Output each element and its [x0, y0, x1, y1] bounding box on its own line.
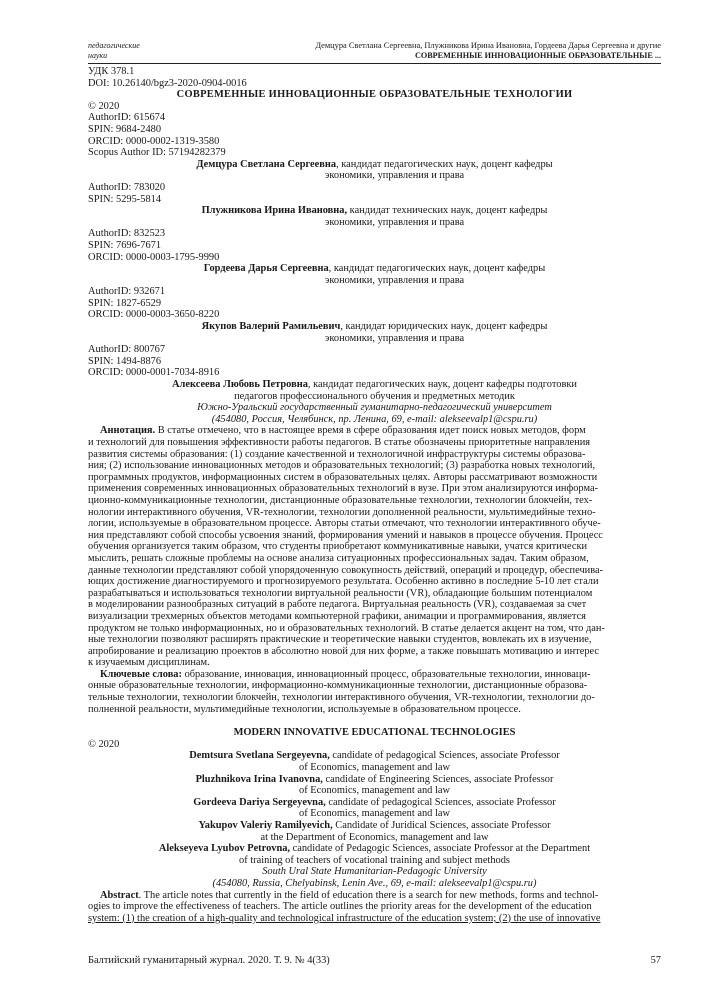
- keywords-ru-line: онные образовательные технологии, информационно-коммуникационные технологии, дистанционные образова-: [88, 680, 588, 692]
- abstract-ru-line: в моделировании разнообразных ситуаций в работе педагога. Виртуальная реальность (VR), создаваемая за счет: [88, 599, 587, 611]
- author5-line: [88, 379, 661, 391]
- author1-line: [88, 159, 661, 171]
- keywords-ru-line: полненной реальности, мультимедийные технологии, используемые в образовательном процессе.: [88, 703, 521, 715]
- doi: DOI: 10.26140/bgz3-2020-0904-0016: [88, 77, 247, 89]
- author2-dept: экономики, управления и права: [324, 216, 465, 228]
- author5-orcid: ORCID: 0000-0001-7034-8916: [88, 367, 220, 379]
- section-line-1: педагогические: [88, 41, 140, 50]
- affiliation-en-name: South Ural State Humanitarian-Pedagogic University: [262, 866, 487, 878]
- en-author5-desc: candidate of Pedagogic Sciences, associate Professor at the Department: [290, 843, 591, 855]
- keywords-ru: [88, 669, 661, 715]
- abstract-ru-line: нологии интерактивного обучения, VR-технологии, технологии дополненной реальности, мультимедийные техно-: [88, 506, 596, 518]
- en-author4-name: Yakupov Valeriy Ramilyevich,: [198, 820, 333, 831]
- en-author1-name: Demtsura Svetlana Sergeyevna,: [189, 750, 330, 762]
- abstract-ru-line: к изучаемым дисциплинам.: [88, 657, 210, 669]
- author4-spin: SPIN: 1827-6529: [88, 297, 162, 309]
- author3-id: AuthorID: 832523: [88, 228, 166, 240]
- en-author2-dept: of Economics, management and law: [299, 785, 450, 797]
- abstract-ru-line: ционно-коммуникационные технологии, дистанционные образовательные технологии, технологии блокчейн, тех-: [88, 494, 593, 506]
- author5-spin: SPIN: 1494-8876: [88, 355, 162, 367]
- author3-spin: SPIN: 7696-7671: [88, 239, 162, 251]
- author1-spin: SPIN: 9684-2480: [88, 123, 162, 135]
- article-title-ru: СОВРЕМЕННЫЕ ИННОВАЦИОННЫЕ ОБРАЗОВАТЕЛЬНЫЕ ТЕХНОЛОГИИ: [176, 89, 573, 101]
- author2-id: AuthorID: 783020: [88, 181, 166, 193]
- abstract-ru-line: развития системы образования: (1) создание качественной и технологичной инфраструктуры системы образова-: [88, 448, 586, 460]
- en-author1-line: [88, 750, 661, 762]
- abstract-ru-line: [88, 425, 661, 437]
- abstract-ru-line: апробирование и реализацию проектов в абсолютно новой для них форме, а также повышать мотивацию и интерес: [88, 645, 600, 657]
- abstract-ru-line: ния; (2) использование инновационных методов и образовательных технологий; (3) разработка новых технологий,: [88, 460, 596, 472]
- en-author4-desc: Candidate of Juridical Sciences, associate Professor: [332, 820, 551, 831]
- author4-dept: экономики, управления и права: [324, 332, 465, 344]
- page-number: 57: [650, 955, 661, 966]
- abstract-ru-line: визуализации трехмерных объектов методами компьютерной графики, анимации и программирования, является: [88, 610, 586, 622]
- en-author3-desc: candidate of pedagogical Sciences, associate Professor: [325, 796, 556, 808]
- abstract-en-line: system: (1) the creation of a high-quality and technological infrastructure of the education system; (2) the use of innovative: [88, 912, 601, 924]
- author1-dept: экономики, управления и права: [324, 170, 465, 182]
- en-author5-name: Alekseyeva Lyubov Petrovna,: [158, 843, 291, 855]
- keywords-ru-line: тельные технологии, технологии блокчейн, технологии интерактивного обучения, VR-технологии, технологии до-: [88, 692, 595, 704]
- author3-line: [88, 263, 661, 275]
- author3-dept: экономики, управления и права: [324, 274, 465, 286]
- abstract-en: [88, 890, 661, 925]
- running-head-title: СОВРЕМЕННЫЕ ИННОВАЦИОННЫЕ ОБРАЗОВАТЕЛЬНЫЕ ...: [414, 51, 661, 60]
- abstract-ru-line: ния представляют собой способы усвоения знаний, формирования умений и навыков в процессе обучения. Процесс: [88, 529, 603, 541]
- author1-desc: , кандидат педагогических наук, доцент кафедры: [336, 158, 553, 170]
- author4-orcid: ORCID: 0000-0003-3650-8220: [88, 309, 220, 321]
- en-author3-line: [88, 797, 661, 809]
- abstract-en-label: Abstract: [100, 889, 139, 901]
- author1-id: AuthorID: 615674: [88, 112, 166, 124]
- copyright-ru: © 2020: [88, 100, 120, 112]
- abstract-ru-label: Аннотация.: [100, 425, 156, 437]
- author1-name: Демцура Светлана Сергеевна: [196, 158, 337, 170]
- journal-citation: Балтийский гуманитарный журнал. 2020. Т. 9. № 4(33): [88, 955, 330, 966]
- abstract-ru-line: логии, используемые в образовательном процессе. Авторы статьи отмечают, что технологии интерактивного обуче-: [88, 518, 601, 530]
- author2-name: Плужникова Ирина Ивановна,: [201, 205, 348, 217]
- abstract-en-line: ogies to improve the effectiveness of teachers. The article outlines the priority areas for the development of the education: [88, 901, 592, 913]
- author5-id: AuthorID: 800767: [88, 344, 166, 356]
- author4-line: [88, 321, 661, 333]
- en-author2-line: [88, 774, 661, 786]
- author5-dept: педагогов профессионального обучения и предметных методик: [234, 390, 515, 402]
- author4-desc: , кандидат юридических наук, доцент кафедры: [340, 321, 548, 333]
- abstract-ru: [88, 425, 661, 668]
- article-body: [88, 66, 661, 924]
- en-author2-desc: candidate of Engineering Sciences, associate Professor: [322, 773, 554, 785]
- abstract-ru-line: мыслить, решать сложные проблемы на основе анализа ситуационных профессиональных задач. Таким образом,: [88, 552, 589, 564]
- section-line-2: науки: [88, 51, 108, 60]
- author3-orcid: ORCID: 0000-0003-1795-9990: [88, 251, 220, 263]
- keywords-ru-text: образование, инновация, инновационный процесс, образовательные технологии, инноваци-: [181, 668, 591, 680]
- en-author4-line: [88, 820, 661, 832]
- abstract-ru-line: обучения организуется таким образом, что студенты приобретают коммуникативные навыки, учатся критически: [88, 541, 588, 553]
- en-author5-line: [88, 843, 661, 855]
- abstract-ru-line: продуктом не только информационных, но и образовательных технологий. В статье делается акцент на том, что дан-: [88, 622, 605, 634]
- author1-orcid: ORCID: 0000-0002-1319-3580: [88, 135, 220, 147]
- abstract-ru-line: ющих достижение диагностируемого и прогнозируемого результата. Особенно активно в последние 5-10 лет стали: [88, 576, 599, 588]
- en-author5-dept: of training of teachers of vocational training and subject methods: [239, 854, 510, 866]
- author3-name: Гордеева Дарья Сергеевна: [203, 263, 329, 275]
- affiliation-en-address: (454080, Russia, Chelyabinsk, Lenin Ave., 69, e-mail: alekseevalp1@cspu.ru): [212, 877, 537, 889]
- author2-spin: SPIN: 5295-5814: [88, 193, 162, 205]
- abstract-ru-line: разрабатываться и использоваться технологии виртуальной реальности (VR), обладающие большим потенциалом: [88, 587, 593, 599]
- en-author1-dept: of Economics, management and law: [299, 762, 450, 774]
- abstract-ru-line: данные технологии представляют собой упорядоченную совокупность действий, операций и процедур, обеспечива-: [88, 564, 604, 576]
- abstract-en-text: . The article notes that currently in the field of education there is a search for new methods, forms and technol-: [138, 889, 599, 901]
- en-author4-dept: at the Department of Economics, management and law: [260, 831, 489, 843]
- abstract-ru-line: применения современных инновационных образовательных технологий в вузе. При этом анализируются информа-: [88, 483, 599, 495]
- author4-name: Якупов Валерий Рамильевич: [201, 321, 341, 333]
- author5-name: Алексеева Любовь Петровна: [172, 379, 308, 391]
- author5-desc: , кандидат педагогических наук, доцент кафедры подготовки: [307, 379, 577, 391]
- abstract-en-line: [88, 890, 661, 902]
- article-title-en: MODERN INNOVATIVE EDUCATIONAL TECHNOLOGIES: [233, 727, 516, 739]
- author2-desc: кандидат технических наук, доцент кафедры: [347, 205, 548, 217]
- udk: УДК 378.1: [88, 66, 135, 77]
- running-head-section: [88, 41, 178, 61]
- affiliation-ru-address: (454080, Россия, Челябинск, пр. Ленина, 69, e-mail: alekseevalp1@cspu.ru): [211, 413, 538, 425]
- author4-id: AuthorID: 932671: [88, 286, 166, 298]
- en-author1-desc: candidate of pedagogical Sciences, associate Professor: [329, 750, 560, 762]
- author1-scopus: Scopus Author ID: 57194282379: [88, 147, 226, 159]
- abstract-ru-line: программных продуктов, информационных систем в образовательных целях. Авторы рассматривают возможности: [88, 471, 598, 483]
- running-head-authors-line: Демцура Светлана Сергеевна, Плужникова Ирина Ивановна, Гордеева Дарья Сергеевна и другие: [315, 41, 661, 50]
- abstract-ru-line: ные технологии позволяют расширять практические и теоретические навыки студентов, вовлекать их в изучение,: [88, 634, 592, 646]
- author3-desc: , кандидат педагогических наук, доцент кафедры: [328, 263, 546, 275]
- en-author3-name: Gordeeva Dariya Sergeyevna,: [193, 796, 326, 808]
- running-head-authors: [201, 41, 661, 61]
- en-author3-dept: of Economics, management and law: [299, 808, 450, 820]
- keywords-ru-line: [88, 669, 661, 681]
- header-rule: [88, 63, 661, 64]
- affiliation-ru-name: Южно-Уральский государственный гуманитарно-педагогический университет: [197, 402, 552, 414]
- abstract-ru-text: В статье отмечено, что в настоящее время в сфере образования идет поиск новых методов, форм: [155, 425, 586, 437]
- abstract-ru-line: и технологий для повышения эффективности работы педагогов. В статье обозначены приоритетные направления: [88, 437, 591, 448]
- copyright-en: © 2020: [88, 738, 120, 750]
- en-author2-name: Pluzhnikova Irina Ivanovna,: [195, 773, 323, 785]
- author2-line: [88, 205, 661, 217]
- keywords-ru-label: Ключевые слова:: [100, 668, 182, 680]
